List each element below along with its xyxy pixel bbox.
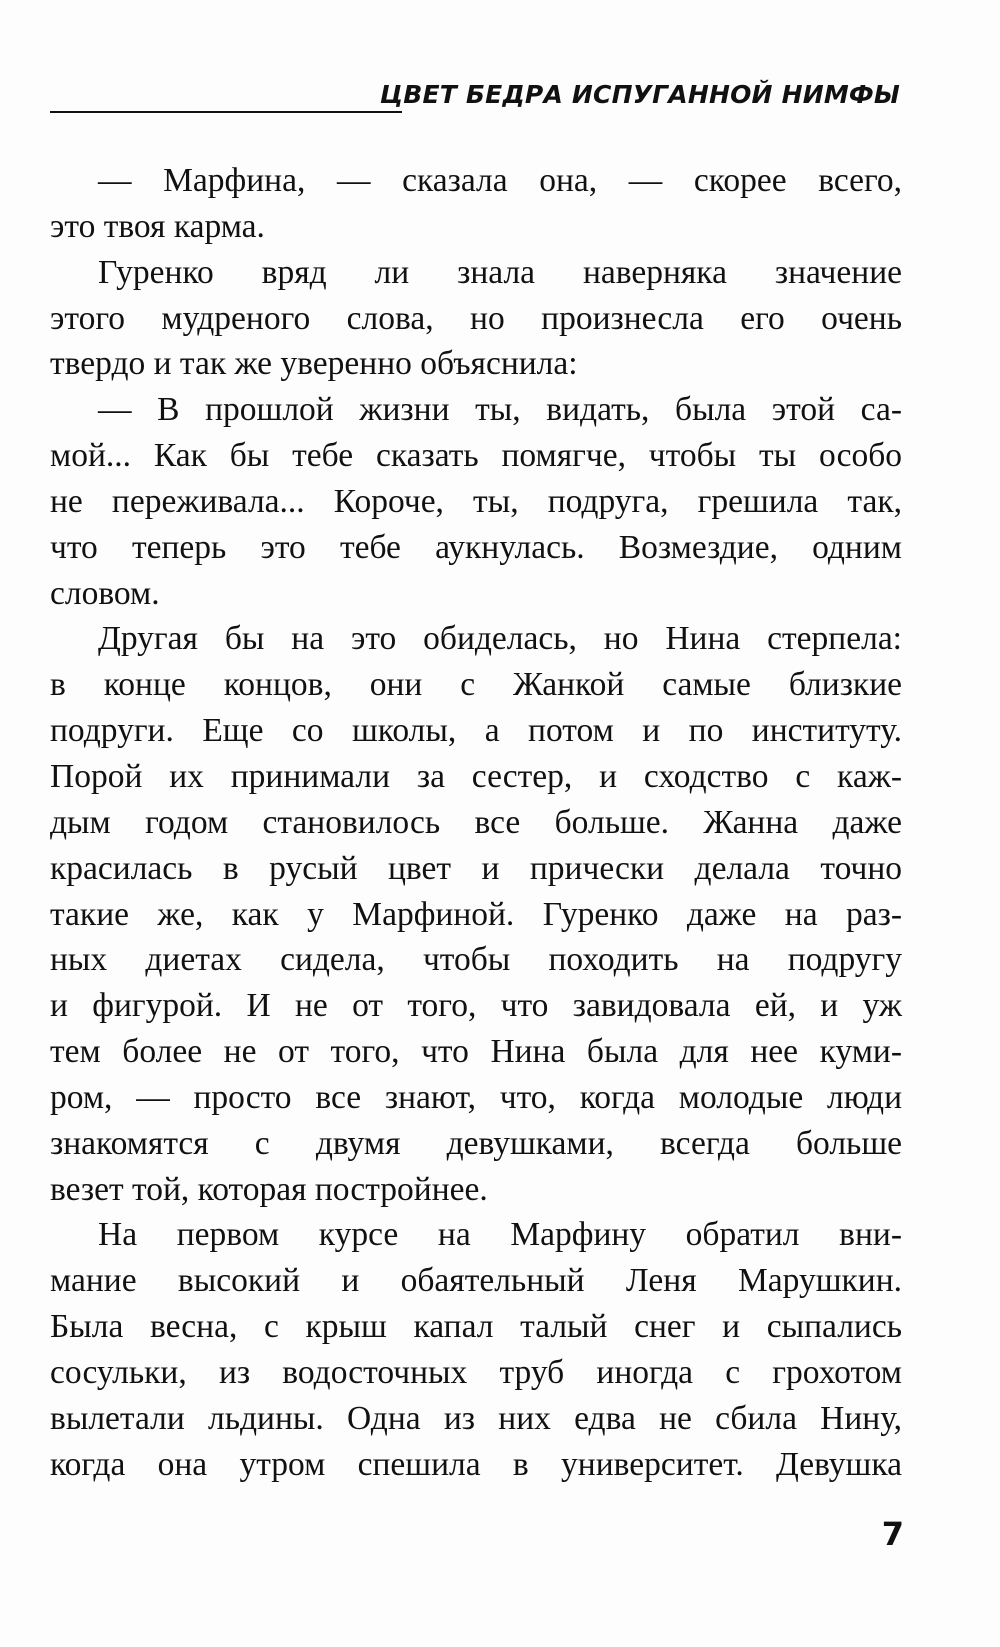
text-line: тем более не от того, что Нина была для нее куми- [50, 1033, 902, 1071]
text-line: Гуренко вряд ли знала наверняка значение [98, 253, 902, 291]
text-line: в конце концов, они с Жанкой самые близкие [50, 666, 902, 704]
text-line: мой... Как бы тебе сказать помягче, чтобы ты особо [50, 437, 902, 475]
text-line: такие же, как у Марфиной. Гуренко даже на раз- [50, 895, 902, 933]
text-line: — Марфина, — сказала она, — скорее всего, [98, 162, 902, 199]
text-line: дым годом становилось все больше. Жанна даже [50, 803, 902, 841]
header-rule [50, 111, 402, 113]
running-header-title: ЦВЕТ БЕДРА ИСПУГАННОЙ НИМФЫ [379, 80, 900, 109]
text-line: подруги. Еще со школы, а потом и по институту. [50, 712, 902, 750]
text-line: не переживала... Короче, ты, подруга, грешила так, [50, 482, 902, 520]
text-line: Порой их принимали за сестер, и сходство с каж- [50, 757, 902, 795]
text-line: ром, — просто все знают, что, когда молодые люди [50, 1078, 902, 1116]
text-line: и фигурой. И не от того, что завидовала ей, и уж [50, 987, 902, 1025]
paragraph [50, 616, 902, 1212]
text-line: Была весна, с крыш капал талый снег и сыпались [50, 1308, 902, 1346]
text-line: мание высокий и обаятельный Леня Марушкин. [50, 1262, 902, 1300]
running-header [50, 78, 900, 118]
text-line: ных диетах сидела, чтобы походить на подругу [50, 941, 902, 979]
paragraph [50, 158, 902, 250]
text-line: знакомятся с двумя девушками, всегда больше [50, 1124, 902, 1162]
paragraph [50, 387, 902, 616]
page-number: 7 [881, 1515, 904, 1553]
text-line: красилась в русый цвет и прически делала точно [50, 849, 902, 887]
text-line: На первом курсе на Марфину обратил вни- [98, 1216, 902, 1254]
text-line: сосульки, из водосточных труб иногда с грохотом [50, 1353, 902, 1391]
text-line: когда она утром спешила в университет. Девушка [50, 1445, 902, 1483]
paragraph [50, 250, 902, 388]
text-line: этого мудреного слова, но произнесла его очень [50, 299, 902, 337]
text-line: Другая бы на это обиделась, но Нина стерпела: [98, 620, 902, 658]
text-line: словом. [50, 574, 160, 612]
paragraph [50, 1212, 902, 1487]
body-text [50, 158, 902, 1487]
text-line: твердо и так же уверенно объяснила: [50, 345, 578, 383]
text-line: вылетали льдины. Одна из них едва не сбила Нину, [50, 1399, 902, 1437]
text-line: это твоя карма. [50, 207, 265, 245]
text-line: что теперь это тебе аукнулась. Возмездие, одним [50, 528, 902, 566]
text-line: — В прошлой жизни ты, видать, была этой са- [98, 391, 902, 429]
text-line: везет той, которая постройнее. [50, 1170, 488, 1208]
